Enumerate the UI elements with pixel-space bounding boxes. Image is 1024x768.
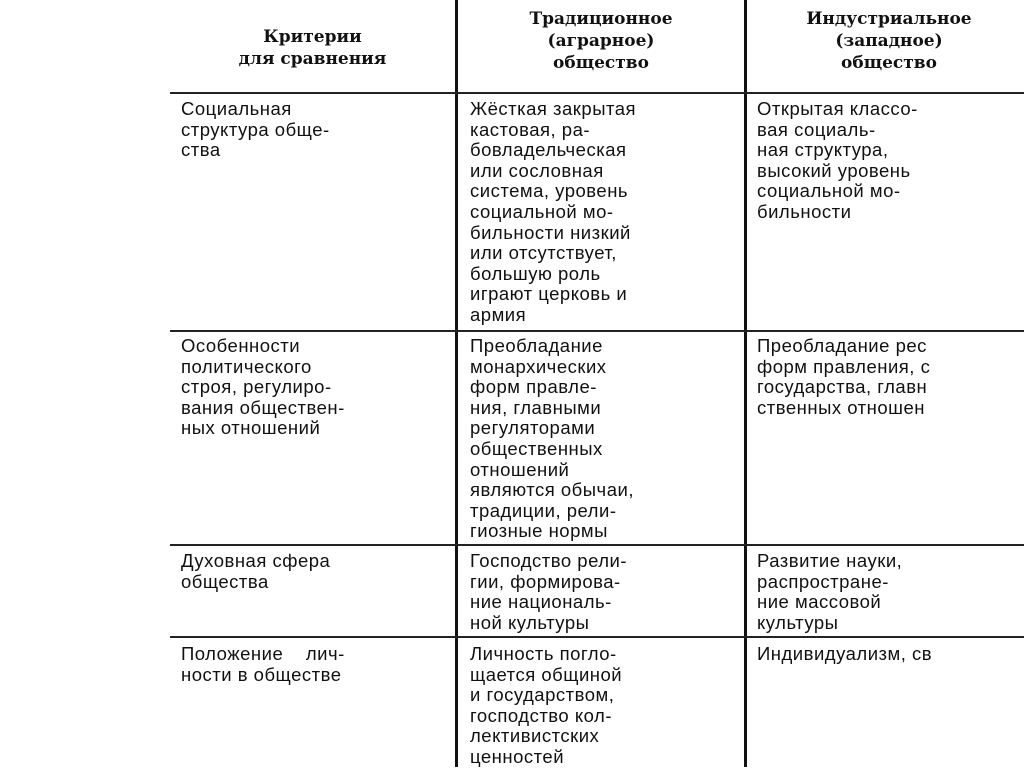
- row-4-industrial: Индивидуализм, св: [757, 644, 933, 664]
- header-criteria: Критерии для сравнения: [238, 27, 387, 69]
- row-4-criterion: Положение лич- ности в обществе: [181, 644, 345, 685]
- row-4-traditional: Личность погло- щается общиной и государством, господство кол- лективистских ценностей: [470, 644, 623, 767]
- column-divider-1: [455, 0, 458, 767]
- row-2-industrial: Преобладание рес форм правления, с государства, главн ственных отношен: [757, 336, 931, 418]
- row-1-traditional: Жёсткая закрытая кастовая, ра- бовладельческая или сословная система, уровень социальной мо- бильности низкий или отсутствует, большую роль играют церковь и армия: [470, 99, 637, 325]
- row-2-criterion: Особенности политического строя, регулиро- вания обществен- ных отношений: [181, 336, 345, 439]
- row-3-traditional: Господство рели- гии, формирова- ние националь- ной культуры: [470, 551, 628, 633]
- column-divider-2: [744, 0, 747, 767]
- row-2-traditional: Преобладание монархических форм правле- ния, главными регуляторами общественных отношений являются обычаи, традиции, рели- гиозные нормы: [470, 336, 634, 542]
- header-traditional: Традиционное (аграрное) общество: [529, 9, 673, 73]
- row-divider-2: [170, 544, 1024, 546]
- header-industrial: Индустриальное (западное) общество: [806, 9, 972, 73]
- row-3-criterion: Духовная сфера общества: [181, 551, 331, 592]
- row-1-industrial: Открытая классо- вая социаль- ная структура, высокий уровень социальной мо- бильности: [757, 99, 918, 222]
- row-1-criterion: Социальная структура обще- ства: [181, 99, 330, 161]
- row-divider-1: [170, 330, 1024, 332]
- row-3-industrial: Развитие науки, распространe- ние массовой культуры: [757, 551, 903, 633]
- header-divider: [170, 92, 1024, 94]
- row-divider-3: [170, 636, 1024, 638]
